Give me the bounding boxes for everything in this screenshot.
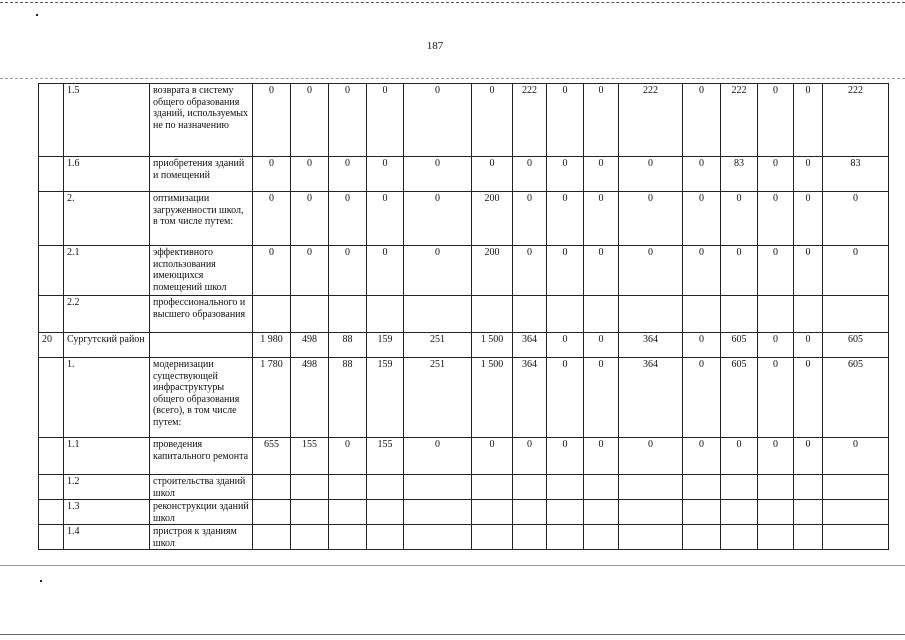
item-code-cell: 2. xyxy=(64,192,150,246)
budget-table xyxy=(38,83,889,550)
value-cell xyxy=(823,525,889,550)
value-cell: 0 xyxy=(329,192,367,246)
table-row xyxy=(39,296,889,333)
value-cell: 222 xyxy=(513,84,547,157)
value-cell xyxy=(584,525,619,550)
value-cell xyxy=(823,475,889,500)
value-cell: 155 xyxy=(291,438,329,475)
value-cell: 364 xyxy=(619,358,683,438)
value-cell xyxy=(721,525,758,550)
value-cell: 0 xyxy=(547,438,584,475)
value-cell: 364 xyxy=(619,333,683,358)
value-cell: 0 xyxy=(619,246,683,296)
item-code-cell: 2.1 xyxy=(64,246,150,296)
value-cell xyxy=(758,500,794,525)
value-cell: 200 xyxy=(472,246,513,296)
value-cell: 0 xyxy=(584,333,619,358)
value-cell: 605 xyxy=(823,333,889,358)
item-name-cell: модернизации существующей инфраструктуры общего образования (всего), в том числе путем: xyxy=(150,358,253,438)
value-cell xyxy=(367,475,404,500)
value-cell: 605 xyxy=(721,333,758,358)
value-cell: 498 xyxy=(291,358,329,438)
value-cell xyxy=(758,475,794,500)
value-cell: 200 xyxy=(472,192,513,246)
value-cell xyxy=(721,475,758,500)
value-cell: 0 xyxy=(584,157,619,192)
value-cell xyxy=(329,475,367,500)
item-name-cell: приобретения зданий и помещений xyxy=(150,157,253,192)
page-number: 187 xyxy=(426,40,444,52)
value-cell: 0 xyxy=(253,157,291,192)
value-cell xyxy=(619,500,683,525)
value-cell: 0 xyxy=(367,192,404,246)
value-cell xyxy=(367,500,404,525)
value-cell: 655 xyxy=(253,438,291,475)
item-name-cell: возврата в систему общего образования зданий, используемых не по назначению xyxy=(150,84,253,157)
value-cell: 0 xyxy=(584,246,619,296)
scan-speck xyxy=(36,14,38,16)
item-name-cell: пристроя к зданиям школ xyxy=(150,525,253,550)
table-row xyxy=(39,246,889,296)
row-number-cell xyxy=(39,192,64,246)
value-cell xyxy=(404,500,472,525)
scan-speck xyxy=(40,580,42,582)
value-cell: 251 xyxy=(404,333,472,358)
item-code-cell: 1.4 xyxy=(64,525,150,550)
value-cell xyxy=(758,525,794,550)
value-cell: 159 xyxy=(367,358,404,438)
value-cell xyxy=(584,500,619,525)
value-cell xyxy=(253,525,291,550)
item-code-cell: 1.2 xyxy=(64,475,150,500)
value-cell: 0 xyxy=(758,333,794,358)
item-code-cell: 1. xyxy=(64,358,150,438)
value-cell xyxy=(404,525,472,550)
row-number-cell xyxy=(39,84,64,157)
value-cell xyxy=(513,525,547,550)
value-cell: 0 xyxy=(794,157,823,192)
value-cell: 0 xyxy=(404,157,472,192)
value-cell: 0 xyxy=(404,438,472,475)
value-cell xyxy=(683,296,721,333)
value-cell: 251 xyxy=(404,358,472,438)
value-cell xyxy=(513,296,547,333)
value-cell xyxy=(619,475,683,500)
value-cell xyxy=(721,500,758,525)
value-cell: 0 xyxy=(721,438,758,475)
value-cell xyxy=(291,296,329,333)
row-number-cell xyxy=(39,475,64,500)
value-cell: 0 xyxy=(683,438,721,475)
value-cell: 222 xyxy=(619,84,683,157)
value-cell: 0 xyxy=(367,246,404,296)
value-cell xyxy=(619,525,683,550)
value-cell: 83 xyxy=(823,157,889,192)
value-cell xyxy=(291,500,329,525)
scan-edge-top xyxy=(0,2,905,3)
row-number-cell xyxy=(39,157,64,192)
value-cell xyxy=(513,500,547,525)
value-cell xyxy=(547,296,584,333)
item-code-cell: 1.5 xyxy=(64,84,150,157)
value-cell: 0 xyxy=(584,84,619,157)
value-cell xyxy=(291,475,329,500)
value-cell: 0 xyxy=(404,246,472,296)
value-cell xyxy=(547,475,584,500)
value-cell xyxy=(794,525,823,550)
value-cell: 1 500 xyxy=(472,333,513,358)
value-cell: 0 xyxy=(513,438,547,475)
value-cell: 0 xyxy=(547,358,584,438)
value-cell: 0 xyxy=(472,157,513,192)
value-cell xyxy=(721,296,758,333)
value-cell: 0 xyxy=(794,358,823,438)
table-row xyxy=(39,525,889,550)
value-cell xyxy=(367,296,404,333)
value-cell xyxy=(584,296,619,333)
item-code-cell: 1.6 xyxy=(64,157,150,192)
value-cell: 88 xyxy=(329,358,367,438)
value-cell: 0 xyxy=(619,157,683,192)
value-cell: 0 xyxy=(584,358,619,438)
item-name-cell: реконструкции зданий школ xyxy=(150,500,253,525)
value-cell: 0 xyxy=(513,157,547,192)
value-cell: 364 xyxy=(513,358,547,438)
value-cell: 0 xyxy=(794,333,823,358)
value-cell: 0 xyxy=(513,192,547,246)
value-cell xyxy=(547,500,584,525)
item-name-cell: оптимизации загруженности школ, в том числе путем: xyxy=(150,192,253,246)
value-cell: 0 xyxy=(547,333,584,358)
value-cell: 0 xyxy=(823,246,889,296)
value-cell xyxy=(329,500,367,525)
value-cell xyxy=(683,525,721,550)
value-cell: 0 xyxy=(683,192,721,246)
value-cell: 0 xyxy=(291,157,329,192)
table-row xyxy=(39,157,889,192)
item-name-cell: проведения капитального ремонта xyxy=(150,438,253,475)
value-cell: 0 xyxy=(823,192,889,246)
value-cell: 0 xyxy=(758,84,794,157)
value-cell: 0 xyxy=(253,246,291,296)
item-name-cell: профессионального и высшего образования xyxy=(150,296,253,333)
value-cell: 605 xyxy=(721,358,758,438)
value-cell xyxy=(404,296,472,333)
value-cell: 0 xyxy=(683,358,721,438)
value-cell: 0 xyxy=(758,358,794,438)
value-cell xyxy=(794,475,823,500)
value-cell xyxy=(758,296,794,333)
value-cell: 83 xyxy=(721,157,758,192)
table-row xyxy=(39,500,889,525)
value-cell: 605 xyxy=(823,358,889,438)
value-cell: 0 xyxy=(472,84,513,157)
value-cell: 0 xyxy=(329,84,367,157)
value-cell xyxy=(472,525,513,550)
value-cell: 0 xyxy=(367,84,404,157)
value-cell: 0 xyxy=(513,246,547,296)
value-cell: 0 xyxy=(404,84,472,157)
value-cell xyxy=(619,296,683,333)
value-cell xyxy=(291,525,329,550)
table-row xyxy=(39,333,889,358)
value-cell: 0 xyxy=(619,192,683,246)
scan-edge-bottom xyxy=(0,634,905,635)
item-name-cell xyxy=(150,333,253,358)
value-cell: 1 780 xyxy=(253,358,291,438)
value-cell: 0 xyxy=(329,157,367,192)
value-cell: 0 xyxy=(794,438,823,475)
value-cell: 0 xyxy=(683,157,721,192)
value-cell: 0 xyxy=(404,192,472,246)
value-cell: 0 xyxy=(721,192,758,246)
value-cell: 0 xyxy=(291,192,329,246)
value-cell xyxy=(584,475,619,500)
value-cell: 0 xyxy=(794,192,823,246)
value-cell: 0 xyxy=(367,157,404,192)
value-cell: 0 xyxy=(547,192,584,246)
value-cell: 1 500 xyxy=(472,358,513,438)
item-code-cell: 1.3 xyxy=(64,500,150,525)
footer-rule xyxy=(0,565,905,566)
value-cell: 0 xyxy=(547,157,584,192)
table-body xyxy=(39,84,889,550)
value-cell xyxy=(794,296,823,333)
value-cell xyxy=(472,296,513,333)
value-cell: 0 xyxy=(329,246,367,296)
value-cell: 0 xyxy=(721,246,758,296)
value-cell xyxy=(683,475,721,500)
value-cell: 0 xyxy=(291,84,329,157)
item-code-cell: 2.2 xyxy=(64,296,150,333)
value-cell: 0 xyxy=(253,192,291,246)
value-cell: 0 xyxy=(758,157,794,192)
value-cell: 364 xyxy=(513,333,547,358)
value-cell: 1 980 xyxy=(253,333,291,358)
value-cell: 0 xyxy=(472,438,513,475)
value-cell: 0 xyxy=(758,192,794,246)
value-cell xyxy=(329,296,367,333)
row-number-cell xyxy=(39,438,64,475)
value-cell: 0 xyxy=(758,246,794,296)
value-cell xyxy=(404,475,472,500)
value-cell: 0 xyxy=(683,84,721,157)
item-code-cell: Сургутский район xyxy=(64,333,150,358)
table-row xyxy=(39,438,889,475)
value-cell: 222 xyxy=(721,84,758,157)
item-name-cell: строительства зданий школ xyxy=(150,475,253,500)
value-cell: 0 xyxy=(794,84,823,157)
value-cell: 0 xyxy=(584,438,619,475)
value-cell: 0 xyxy=(547,84,584,157)
value-cell xyxy=(472,500,513,525)
value-cell xyxy=(547,525,584,550)
value-cell: 222 xyxy=(823,84,889,157)
value-cell: 0 xyxy=(619,438,683,475)
value-cell: 0 xyxy=(683,333,721,358)
row-number-cell xyxy=(39,246,64,296)
value-cell: 0 xyxy=(253,84,291,157)
value-cell: 0 xyxy=(584,192,619,246)
value-cell xyxy=(329,525,367,550)
value-cell: 0 xyxy=(823,438,889,475)
value-cell xyxy=(823,500,889,525)
value-cell xyxy=(253,296,291,333)
value-cell: 0 xyxy=(329,438,367,475)
value-cell: 159 xyxy=(367,333,404,358)
row-number-cell: 20 xyxy=(39,333,64,358)
value-cell: 0 xyxy=(683,246,721,296)
value-cell: 0 xyxy=(547,246,584,296)
table-row xyxy=(39,475,889,500)
value-cell: 88 xyxy=(329,333,367,358)
value-cell: 0 xyxy=(291,246,329,296)
value-cell xyxy=(794,500,823,525)
row-number-cell xyxy=(39,525,64,550)
table-row xyxy=(39,192,889,246)
table-row xyxy=(39,358,889,438)
value-cell xyxy=(513,475,547,500)
item-code-cell: 1.1 xyxy=(64,438,150,475)
row-number-cell xyxy=(39,358,64,438)
header-rule xyxy=(0,78,905,79)
table-row xyxy=(39,84,889,157)
value-cell xyxy=(253,475,291,500)
value-cell xyxy=(253,500,291,525)
value-cell: 0 xyxy=(758,438,794,475)
row-number-cell xyxy=(39,500,64,525)
item-name-cell: эффективного использования имеющихся помещений школ xyxy=(150,246,253,296)
value-cell xyxy=(472,475,513,500)
value-cell: 0 xyxy=(794,246,823,296)
value-cell xyxy=(367,525,404,550)
value-cell xyxy=(683,500,721,525)
row-number-cell xyxy=(39,296,64,333)
value-cell xyxy=(823,296,889,333)
value-cell: 155 xyxy=(367,438,404,475)
value-cell: 498 xyxy=(291,333,329,358)
